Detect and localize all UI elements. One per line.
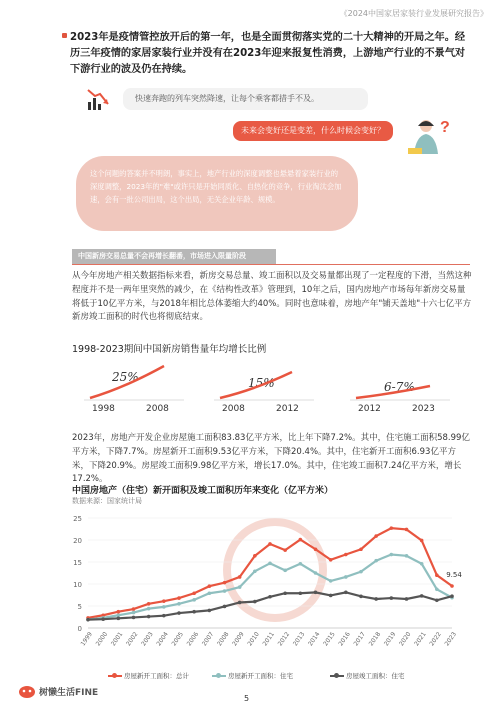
data-point xyxy=(177,596,181,600)
y-tick-label: 5 xyxy=(77,603,82,611)
data-point xyxy=(435,573,439,577)
series-line-1 xyxy=(88,528,452,618)
data-point xyxy=(101,617,105,621)
footer-logo xyxy=(18,683,98,699)
x-tick-label: 2012 xyxy=(276,630,292,648)
growth-chart-title: 1998-2023期间中国新房销售量年均增长比例 xyxy=(72,344,267,355)
data-point xyxy=(344,575,348,579)
y-tick-label: 0 xyxy=(77,625,82,633)
data-point xyxy=(177,611,181,615)
quote-box: 这个问题的答案并不明朗，事实上，地产行业的深度调整也悬悬着家装行业的深度调整，2023年的"难"或许只是开始同质化、自热化的竞争，行业淘汰会加速，会有一批公司出局，这个出局，无关企业年龄、规模。 xyxy=(76,156,358,231)
data-point xyxy=(329,594,333,598)
legend-label: 房屋竣工面积：住宅 xyxy=(346,672,405,680)
stats-paragraph: 2023年，房地产开发企业房屋施工面积83.83亿平方米，比上年下降7.2%。其中，住宅施工面积58.99亿平方米，下降7.7%。房屋新开工面积9.53亿平方米，下降20.4%。其中，住宅新开工面积6.93亿平方米，下降20.9%。房屋竣工面积9.98亿平方米，增长17.0%。其中，住宅竣工面积7.24亿平方米，增长17.2%。 xyxy=(72,433,470,485)
data-point xyxy=(329,558,333,562)
growth-item-2 xyxy=(214,358,314,418)
data-point xyxy=(208,584,212,588)
growth-arrow xyxy=(84,358,184,403)
legend-item-3 xyxy=(330,671,405,680)
x-tick-label: 1999 xyxy=(79,630,95,648)
data-point xyxy=(435,587,439,591)
data-point xyxy=(450,584,454,588)
data-point xyxy=(374,597,378,601)
data-point xyxy=(405,554,409,558)
data-point xyxy=(359,570,363,574)
data-point xyxy=(344,553,348,557)
data-point xyxy=(238,575,242,579)
data-point xyxy=(283,548,287,552)
x-tick-label: 2002 xyxy=(125,630,140,648)
intro-paragraph: 2023年是疫情管控放开后的第一年，也是全面贯彻落实党的二十大精神的开局之年。经历三年疫情的家居家装行业并没有在2023年迎来报复性消费，上游地产行业的不景气对下游行业的波及仍在持续。 xyxy=(70,32,466,75)
data-point xyxy=(390,526,394,530)
x-tick-label: 2011 xyxy=(261,630,277,648)
x-tick-label: 2017 xyxy=(352,630,368,648)
data-point xyxy=(192,598,196,602)
y-tick-label: 25 xyxy=(73,515,82,523)
x-tick-label: 2019 xyxy=(382,630,398,648)
svg-text:?: ? xyxy=(440,119,450,136)
growth-end-year: 2023 xyxy=(412,404,435,414)
y-tick-label: 15 xyxy=(73,559,82,567)
growth-start-year: 1998 xyxy=(92,404,115,414)
data-point xyxy=(132,611,136,615)
data-point xyxy=(435,598,439,602)
data-point xyxy=(223,581,227,585)
data-point xyxy=(314,571,318,575)
data-point xyxy=(223,589,227,593)
x-tick-label: 2003 xyxy=(140,630,155,648)
sloth-logo-icon xyxy=(18,683,36,699)
data-point xyxy=(420,539,424,543)
x-tick-label: 2001 xyxy=(109,630,125,648)
data-point xyxy=(253,600,257,604)
x-tick-label: 2007 xyxy=(200,630,216,648)
data-point xyxy=(299,538,303,542)
data-point xyxy=(132,607,136,611)
data-point xyxy=(117,610,121,614)
data-point xyxy=(268,562,272,566)
line-chart-source: 数据来源：国家统计局 xyxy=(72,497,142,505)
data-point xyxy=(162,614,166,618)
x-tick-label: 2021 xyxy=(413,630,428,648)
data-point xyxy=(374,559,378,563)
data-point xyxy=(177,602,181,606)
data-point xyxy=(238,601,242,605)
data-point xyxy=(208,591,212,595)
falling-chart-icon xyxy=(86,86,112,112)
growth-pct: 15% xyxy=(248,376,275,390)
legend-swatch xyxy=(330,675,344,677)
data-point xyxy=(344,591,348,595)
growth-arrow xyxy=(214,358,314,403)
red-speech-bubble: 未来会变好还是变差，什么时候会变好？ xyxy=(233,121,393,141)
data-point xyxy=(147,602,151,606)
x-tick-label: 2018 xyxy=(367,630,383,648)
x-tick-label: 2014 xyxy=(307,630,322,648)
x-tick-label: 2023 xyxy=(443,630,459,648)
data-point xyxy=(117,613,121,617)
data-point xyxy=(450,594,454,598)
y-tick-label: 10 xyxy=(73,581,82,589)
growth-arrow xyxy=(350,358,450,403)
data-point xyxy=(420,594,424,598)
data-point xyxy=(359,595,363,599)
page-number: 5 xyxy=(244,694,250,703)
legend-swatch xyxy=(108,675,122,677)
data-point xyxy=(268,595,272,599)
data-point xyxy=(132,616,136,620)
data-point xyxy=(192,591,196,595)
growth-item-1 xyxy=(84,358,184,418)
x-tick-label: 2006 xyxy=(185,630,201,648)
x-tick-label: 2004 xyxy=(155,630,170,648)
growth-item-3 xyxy=(350,358,450,418)
data-point xyxy=(390,596,394,600)
legend-label: 房屋新开工面积：住宅 xyxy=(228,672,293,680)
gray-speech-bubble: 快速奔跑的列车突然降速，让每个乘客都措手不及。 xyxy=(123,88,368,110)
data-point xyxy=(147,607,151,611)
growth-end-year: 2008 xyxy=(146,404,169,414)
data-point xyxy=(314,591,318,595)
intro-bullet xyxy=(62,33,67,38)
growth-start-year: 2008 xyxy=(222,404,245,414)
x-tick-label: 2005 xyxy=(170,630,186,648)
x-tick-label: 2000 xyxy=(94,630,110,648)
data-point xyxy=(314,547,318,551)
growth-start-year: 2012 xyxy=(358,404,381,414)
thinking-person-icon xyxy=(408,114,454,156)
legend-item-2 xyxy=(212,671,293,680)
footer-brand: 树懒生活FINE xyxy=(39,687,99,698)
section-label: 中国新房交易总量不会再增长翻番，市场进入限量阶段 xyxy=(72,249,276,264)
data-point xyxy=(299,591,303,595)
line-chart xyxy=(60,510,470,660)
data-point xyxy=(117,617,121,621)
data-point xyxy=(390,553,394,557)
data-point xyxy=(374,534,378,538)
data-point xyxy=(253,554,257,558)
data-point xyxy=(283,591,287,595)
data-point xyxy=(253,569,257,573)
legend-label: 房屋新开工面积：总计 xyxy=(124,672,189,680)
data-label: 9.54 xyxy=(446,571,462,580)
data-point xyxy=(329,579,333,583)
x-tick-label: 2022 xyxy=(428,630,443,648)
section-divider xyxy=(72,264,470,265)
data-point xyxy=(223,605,227,609)
data-point xyxy=(147,615,151,619)
data-point xyxy=(299,562,303,566)
x-tick-label: 2009 xyxy=(231,630,246,648)
data-point xyxy=(420,562,424,566)
x-tick-label: 2013 xyxy=(291,630,307,648)
data-point xyxy=(268,542,272,546)
x-tick-label: 2020 xyxy=(398,630,413,648)
data-point xyxy=(405,528,409,532)
x-tick-label: 2015 xyxy=(322,630,337,648)
data-point xyxy=(283,569,287,573)
data-point xyxy=(162,605,166,609)
data-point xyxy=(238,585,242,589)
data-point xyxy=(192,610,196,614)
data-point xyxy=(162,599,166,603)
data-point xyxy=(405,597,409,601)
y-tick-label: 20 xyxy=(73,537,82,545)
legend-item-1 xyxy=(108,671,189,680)
x-tick-label: 2010 xyxy=(246,630,261,648)
line-chart-title: 中国房地产（住宅）新开面积及竣工面积历年来变化（亿平方米） xyxy=(72,486,334,496)
data-point xyxy=(86,618,90,622)
data-point xyxy=(208,609,212,613)
data-point xyxy=(359,547,363,551)
section-paragraph: 从今年房地产相关数据指标来看，新房交易总量、竣工面积以及交易量都出现了一定程度的下滑，当然这种程度并不是一两年里突然的减少，在《结构性改革》管理到，10年之后，国内房地产市场每年新房交易量将低于10亿平方米，与2018年相比总体萎缩大约40%。同时也意味着，房地产年"铺天盖地"十六七亿平方新房竣工面积的时代也将彻底结束。 xyxy=(72,271,472,323)
growth-pct: 25% xyxy=(112,370,139,384)
growth-pct: 6-7% xyxy=(384,380,415,394)
legend-swatch xyxy=(212,675,226,677)
growth-end-year: 2012 xyxy=(276,404,299,414)
x-tick-label: 2016 xyxy=(337,630,352,648)
doc-header: 《2024中国家居家装行业发展研究报告》 xyxy=(339,9,488,18)
x-tick-label: 2008 xyxy=(216,630,231,648)
